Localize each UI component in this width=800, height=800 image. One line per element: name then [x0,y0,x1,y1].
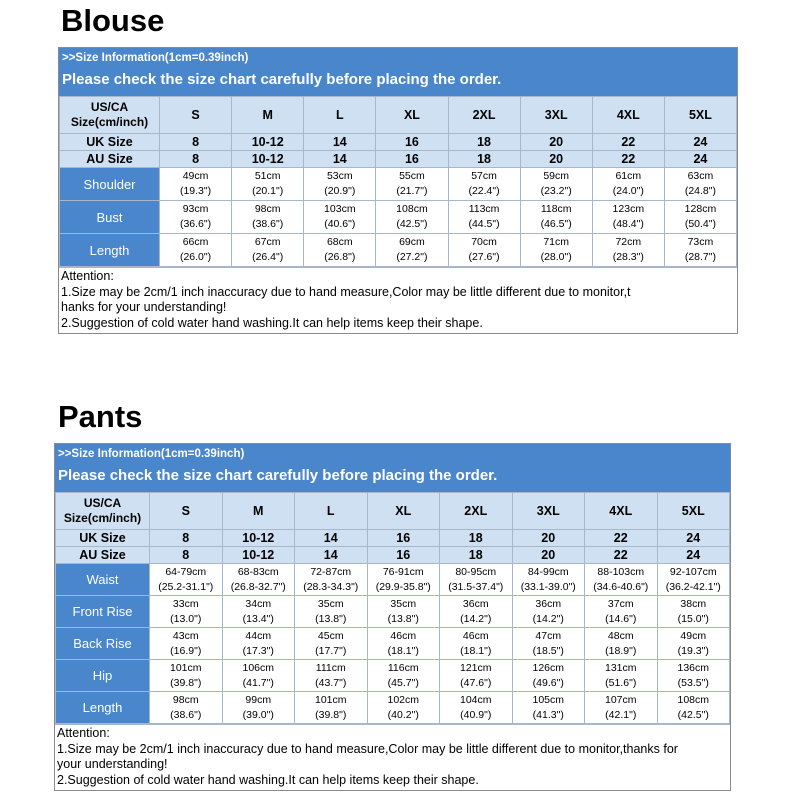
uk-size-cell: 22 [592,134,664,151]
measurement-cell [585,660,658,692]
au-size-cell: 22 [585,547,658,564]
measurement-cell [295,596,368,628]
measurement-inch: (28.0") [540,251,572,263]
uk-size-cell: 14 [304,134,376,151]
measurement-inch: (42.1") [605,708,637,721]
measurement-inch: (18.1") [460,644,492,657]
measurement-cm: 46cm [390,629,417,642]
attention-line: 2.Suggestion of cold water hand washing.It can help items keep their shape. [61,315,483,330]
measurement-cell [657,660,730,692]
measurement-inch: (51.6") [605,676,637,689]
measurement-cell [520,168,592,201]
measurement-inch: (43.7") [315,676,347,689]
measurement-cell [448,234,520,267]
measurement-inch: (22.4") [468,185,500,197]
measurement-inch: (39.8") [170,676,202,689]
size-header-label-line2: Size(cm/inch) [70,115,149,129]
measurement-inch: (13.8") [315,612,347,625]
measurement-label: Hip [56,660,150,692]
measurement-cm: 66cm [182,236,209,248]
measurement-inch: (41.7") [242,676,274,689]
au-size-cell: 10-12 [232,151,304,168]
measurement-cell [150,628,223,660]
measurement-inch: (21.7") [396,185,428,197]
size-header-m: M [232,97,304,134]
measurement-cm: 72-87cm [310,565,352,578]
pants-size-table [55,492,730,724]
measurement-cell [440,564,513,596]
measurement-row-hip [56,660,730,692]
measurement-cm: 49cm [680,629,707,642]
measurement-cell [150,564,223,596]
measurement-cell [222,628,295,660]
measurement-cm: 70cm [471,236,497,248]
pants-size-chart [54,443,731,791]
measurement-cell [304,234,376,267]
measurement-cm: 128cm [684,203,717,215]
measurement-inch: (26.0") [179,251,212,263]
measurement-cm: 48cm [607,629,634,642]
measurement-row-length [60,234,737,267]
measurement-cell [512,692,585,724]
measurement-inch: (44.5") [468,218,500,230]
au-size-cell: 18 [440,547,513,564]
measurement-cm: 103cm [324,203,356,215]
size-header-s: S [160,97,232,134]
measurement-cm: 71cm [543,236,570,248]
measurement-cell [295,660,368,692]
measurement-cm: 80-95cm [455,565,497,578]
measurement-cell [585,692,658,724]
uk-size-label: UK Size [56,530,150,547]
measurement-inch: (19.3") [677,644,709,657]
measurement-cell [367,692,440,724]
blouse-banner [59,48,737,96]
measurement-cell [367,628,440,660]
measurement-cm: 35cm [317,597,344,610]
size-header-l: L [304,97,376,134]
measurement-cell [664,168,736,201]
measurement-inch: (47.6") [460,676,492,689]
measurement-cell [376,168,448,201]
measurement-cm: 59cm [543,170,570,182]
measurement-cm: 51cm [254,170,281,182]
measurement-row-bust [60,201,737,234]
measurement-cell [585,596,658,628]
measurement-inch: (26.8-32.7") [230,580,286,593]
measurement-inch: (31.5-37.4") [448,580,504,593]
uk-size-cell: 10-12 [222,530,295,547]
uk-size-cell: 24 [664,134,736,151]
measurement-inch: (24.0") [612,185,644,197]
measurement-cell [440,660,513,692]
measurement-inch: (25.2-31.1") [158,580,214,593]
measurement-inch: (13.8") [387,612,419,625]
measurement-inch: (15.0") [677,612,709,625]
measurement-cell [592,234,664,267]
measurement-cell [367,596,440,628]
measurement-cell [295,692,368,724]
measurement-cell [512,564,585,596]
attention-line: 1.Size may be 2cm/1 inch inaccuracy due to hand measure,Color may be little different due to monitor,thanks for [57,741,678,756]
au-size-label: AU Size [56,547,150,564]
measurement-cm: 93cm [182,203,209,215]
measurement-inch: (40.9") [460,708,492,721]
measurement-cell [160,234,232,267]
measurement-label: Length [60,234,160,267]
measurement-inch: (14.2") [532,612,564,625]
measurement-inch: (40.6") [324,218,356,230]
measurement-cell [222,660,295,692]
measurement-cell [304,168,376,201]
uk-size-cell: 18 [448,134,520,151]
measurement-cell [664,234,736,267]
measurement-cm: 68cm [326,236,353,248]
measurement-cm: 111cm [315,661,346,674]
measurement-cell [295,564,368,596]
measurement-cm: 76-91cm [382,565,424,578]
au-size-cell: 14 [304,151,376,168]
uk-size-cell: 16 [376,134,448,151]
measurement-cell [304,201,376,234]
size-header-row [56,493,730,530]
size-header-s: S [150,493,223,530]
blouse-size-chart [58,47,738,334]
measurement-cm: 53cm [326,170,353,182]
uk-size-row [56,530,730,547]
measurement-inch: (40.2") [387,708,419,721]
size-header-label-line1: US/CA [83,496,122,510]
uk-size-cell: 18 [440,530,513,547]
blouse-title: Blouse [61,3,165,38]
measurement-cell [367,660,440,692]
measurement-inch: (28.3") [612,251,644,263]
measurement-cell [232,234,304,267]
measurement-cell [657,564,730,596]
measurement-cell [160,168,232,201]
measurement-inch: (42.5") [396,218,428,230]
measurement-cell [150,596,223,628]
measurement-cm: 106cm [242,661,274,674]
size-header-label [60,97,160,134]
size-header-4xl: 4XL [592,97,664,134]
measurement-row-back-rise [56,628,730,660]
measurement-cm: 121cm [459,661,492,674]
measurement-inch: (53.5") [677,676,709,689]
measurement-cell [232,168,304,201]
size-header-3xl: 3XL [512,493,585,530]
measurement-cm: 113cm [468,203,500,215]
measurement-cell [512,596,585,628]
au-size-row [56,547,730,564]
measurement-inch: (16.9") [170,644,202,657]
au-size-cell: 20 [520,151,592,168]
measurement-cm: 105cm [532,693,564,706]
measurement-cm: 118cm [540,203,572,215]
au-size-cell: 10-12 [222,547,295,564]
measurement-inch: (50.4") [684,218,717,230]
measurement-cm: 37cm [607,597,634,610]
size-header-2xl: 2XL [448,97,520,134]
measurement-cell [376,201,448,234]
measurement-cell [150,692,223,724]
measurement-cm: 72cm [615,236,642,248]
measurement-cm: 92-107cm [669,565,717,578]
measurement-cell [512,660,585,692]
measurement-label: Back Rise [56,628,150,660]
measurement-cm: 108cm [677,693,709,706]
uk-size-row [60,134,737,151]
measurement-cm: 35cm [390,597,417,610]
measurement-cm: 98cm [172,693,199,706]
measurement-inch: (26.4") [252,251,284,263]
measurement-cell [448,168,520,201]
measurement-row-waist [56,564,730,596]
au-size-cell: 8 [160,151,232,168]
measurement-cell [520,234,592,267]
measurement-cell [376,234,448,267]
au-size-cell: 18 [448,151,520,168]
measurement-inch: (19.3") [179,185,212,197]
measurement-inch: (33.1-39.0") [520,580,576,593]
measurement-inch: (29.9-35.8") [375,580,431,593]
size-header-l: L [295,493,368,530]
au-size-cell: 16 [367,547,440,564]
measurement-cm: 69cm [399,236,425,248]
measurement-inch: (17.3") [242,644,274,657]
measurement-inch: (13.0") [170,612,202,625]
measurement-cm: 61cm [615,170,642,182]
measurement-cm: 33cm [172,597,199,610]
measurement-cm: 123cm [612,203,645,215]
measurement-inch: (17.7") [315,644,347,657]
measurement-inch: (36.2-42.1") [665,580,721,593]
measurement-inch: (14.2") [460,612,492,625]
measurement-cm: 126cm [532,661,564,674]
measurement-cm: 45cm [317,629,344,642]
measurement-cm: 99cm [245,693,272,706]
measurement-cm: 63cm [687,170,714,182]
size-header-xl: XL [376,97,448,134]
measurement-label: Bust [60,201,160,234]
measurement-cm: 49cm [182,170,209,182]
measurement-inch: (24.8") [684,185,717,197]
measurement-cell [657,692,730,724]
attention-line: hanks for your understanding! [61,300,227,314]
measurement-inch: (26.8") [324,251,356,263]
measurement-cm: 104cm [459,693,492,706]
measurement-cell [367,564,440,596]
pants-title: Pants [58,399,143,434]
attention-line: your understanding! [57,757,168,771]
au-size-row [60,151,737,168]
uk-size-cell: 24 [657,530,730,547]
size-header-m: M [222,493,295,530]
measurement-cm: 67cm [254,236,281,248]
uk-size-cell: 22 [585,530,658,547]
measurement-cell [160,201,232,234]
measurement-cm: 34cm [245,597,272,610]
measurement-cm: 102cm [387,693,419,706]
measurement-inch: (23.2") [540,185,572,197]
au-size-cell: 16 [376,151,448,168]
measurement-inch: (48.4") [612,218,644,230]
measurement-row-shoulder [60,168,737,201]
measurement-cell [585,564,658,596]
attention-line: Attention: [61,269,114,283]
measurement-cm: 88-103cm [597,565,645,578]
measurement-inch: (49.6") [532,676,564,689]
measurement-inch: (27.6") [468,251,500,263]
measurement-label: Shoulder [60,168,160,201]
measurement-cm: 108cm [396,203,428,215]
uk-size-label: UK Size [60,134,160,151]
au-size-cell: 8 [150,547,223,564]
measurement-cm: 73cm [687,236,714,248]
measurement-inch: (14.6") [605,612,637,625]
measurement-cm: 136cm [677,661,709,674]
measurement-cell [150,660,223,692]
blouse-banner-size-info: >>Size Information(1cm=0.39inch) [62,52,249,64]
measurement-cm: 101cm [169,661,202,674]
measurement-cell [657,628,730,660]
measurement-cell [657,596,730,628]
measurement-cm: 47cm [535,629,562,642]
measurement-label: Front Rise [56,596,150,628]
measurement-inch: (41.3") [532,708,564,721]
measurement-cm: 44cm [245,629,272,642]
measurement-row-length [56,692,730,724]
measurement-cell [295,628,368,660]
measurement-cell [440,628,513,660]
measurement-cm: 38cm [680,597,707,610]
measurement-cm: 36cm [462,597,489,610]
measurement-cell [664,201,736,234]
au-size-cell: 14 [295,547,368,564]
measurement-inch: (38.6") [252,218,284,230]
uk-size-cell: 8 [150,530,223,547]
measurement-cm: 64-79cm [165,565,207,578]
measurement-cm: 68-83cm [237,565,279,578]
measurement-cell [592,201,664,234]
measurement-inch: (34.6-40.6") [593,580,649,593]
measurement-cm: 131cm [604,661,637,674]
size-header-xl: XL [367,493,440,530]
measurement-cell [232,201,304,234]
measurement-cm: 98cm [254,203,281,215]
measurement-cell [585,628,658,660]
measurement-label: Length [56,692,150,724]
measurement-inch: (20.9") [324,185,356,197]
measurement-inch: (42.5") [677,708,709,721]
measurement-inch: (18.9") [605,644,637,657]
measurement-cm: 57cm [471,170,497,182]
measurement-inch: (45.7") [387,676,419,689]
measurement-cm: 55cm [399,170,425,182]
size-header-label [56,493,150,530]
measurement-cm: 107cm [604,693,637,706]
au-size-cell: 24 [657,547,730,564]
measurement-cm: 43cm [172,629,199,642]
measurement-cell [222,692,295,724]
measurement-inch: (18.5") [532,644,564,657]
measurement-inch: (46.5") [540,218,572,230]
attention-line: Attention: [57,726,110,740]
measurement-cell [448,201,520,234]
measurement-inch: (13.4") [242,612,274,625]
measurement-inch: (38.6") [170,708,202,721]
uk-size-cell: 16 [367,530,440,547]
blouse-banner-notice: Please check the size chart carefully before placing the order. [62,71,502,88]
measurement-inch: (28.3-34.3") [303,580,359,593]
measurement-label: Waist [56,564,150,596]
au-size-label: AU Size [60,151,160,168]
blouse-attention [59,267,737,333]
measurement-inch: (39.8") [315,708,347,721]
blouse-table-body [60,97,737,267]
measurement-cm: 36cm [535,597,562,610]
size-header-2xl: 2XL [440,493,513,530]
uk-size-cell: 20 [512,530,585,547]
measurement-cell [440,596,513,628]
measurement-row-front-rise [56,596,730,628]
measurement-inch: (20.1") [252,185,284,197]
measurement-inch: (36.6") [179,218,212,230]
measurement-cell [222,596,295,628]
measurement-inch: (18.1") [387,644,419,657]
measurement-cm: 84-99cm [527,565,569,578]
au-size-cell: 22 [592,151,664,168]
size-header-4xl: 4XL [585,493,658,530]
size-header-row [60,97,737,134]
measurement-cm: 101cm [314,693,347,706]
measurement-cell [520,201,592,234]
measurement-cell [592,168,664,201]
measurement-inch: (28.7") [684,251,717,263]
uk-size-cell: 20 [520,134,592,151]
measurement-cell [512,628,585,660]
measurement-cm: 116cm [387,661,419,674]
attention-line: 2.Suggestion of cold water hand washing.It can help items keep their shape. [57,772,479,787]
uk-size-cell: 14 [295,530,368,547]
au-size-cell: 24 [664,151,736,168]
measurement-inch: (27.2") [396,251,428,263]
pants-attention [55,724,730,790]
blouse-size-table [59,96,737,267]
size-header-5xl: 5XL [664,97,736,134]
measurement-cell [440,692,513,724]
size-header-label-line2: Size(cm/inch) [63,511,142,525]
measurement-cm: 46cm [462,629,489,642]
pants-banner-notice: Please check the size chart carefully before placing the order. [58,467,498,484]
size-header-5xl: 5XL [657,493,730,530]
uk-size-cell: 10-12 [232,134,304,151]
au-size-cell: 20 [512,547,585,564]
uk-size-cell: 8 [160,134,232,151]
measurement-inch: (39.0") [242,708,274,721]
size-header-3xl: 3XL [520,97,592,134]
pants-table-body [56,493,730,724]
measurement-cell [222,564,295,596]
pants-banner-size-info: >>Size Information(1cm=0.39inch) [58,448,245,460]
pants-banner [55,444,730,492]
size-header-label-line1: US/CA [90,100,129,114]
attention-line: 1.Size may be 2cm/1 inch inaccuracy due to hand measure,Color may be little different due to monitor,t [61,284,631,299]
